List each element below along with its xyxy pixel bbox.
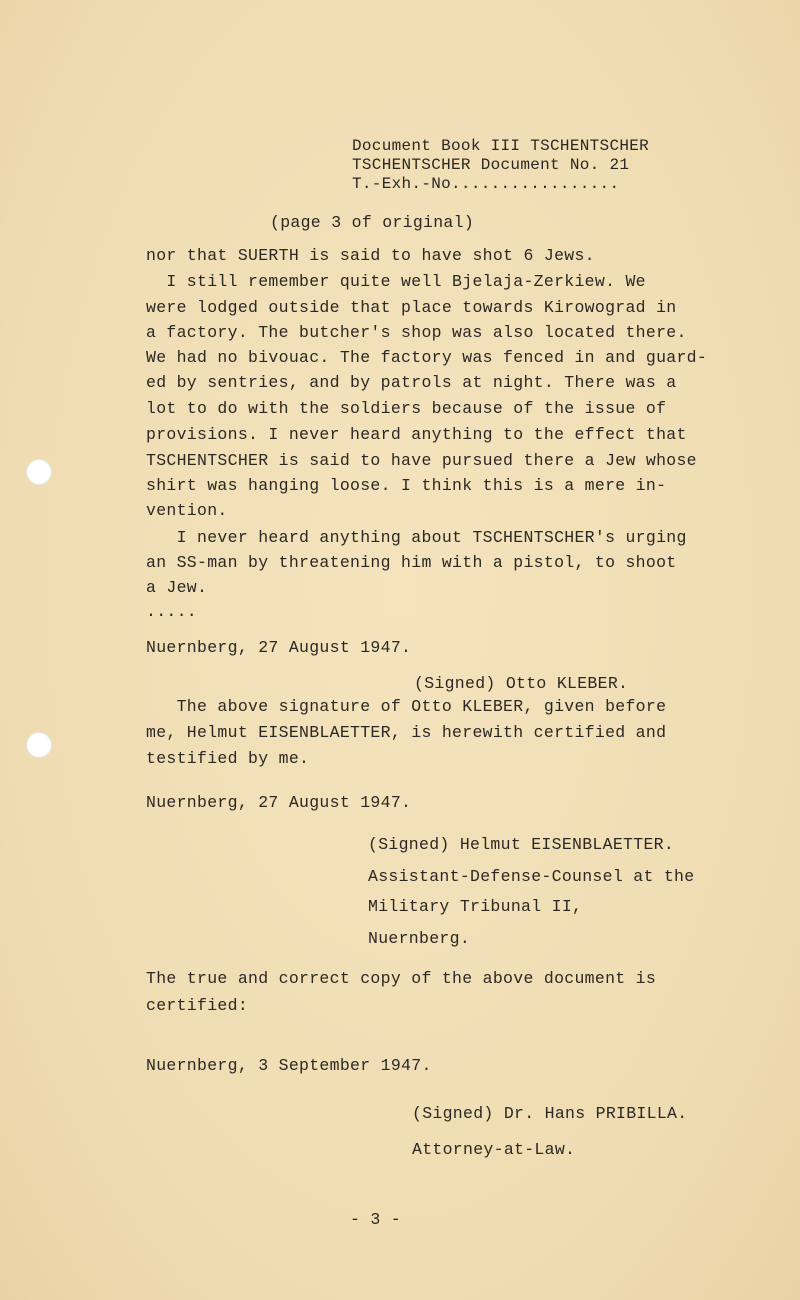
body-line: nor that SUERTH is said to have shot 6 Jews. bbox=[146, 246, 595, 265]
certification-line: testified by me. bbox=[146, 749, 310, 768]
body-line: vention. bbox=[146, 501, 228, 520]
signature-pribilla: (Signed) Dr. Hans PRIBILLA. bbox=[412, 1104, 688, 1123]
punch-hole bbox=[26, 459, 52, 485]
signer-title: Attorney-at-Law. bbox=[412, 1140, 576, 1159]
certification-line: The above signature of Otto KLEBER, given before bbox=[146, 697, 667, 716]
page-reference: (page 3 of original) bbox=[270, 213, 475, 232]
body-line: lot to do with the soldiers because of the issue of bbox=[146, 399, 667, 418]
date-line: Nuernberg, 27 August 1947. bbox=[146, 638, 412, 657]
body-line: TSCHENTSCHER is said to have pursued there a Jew whose bbox=[146, 451, 697, 470]
page-number: - 3 - bbox=[350, 1210, 402, 1229]
header-exhibit-number: T.-Exh.-No................. bbox=[352, 175, 620, 193]
copy-certification-line: certified: bbox=[146, 996, 249, 1015]
signer-title: Military Tribunal II, bbox=[368, 897, 583, 916]
date-line: Nuernberg, 27 August 1947. bbox=[146, 793, 412, 812]
body-line: provisions. I never heard anything to the effect that bbox=[146, 425, 687, 444]
date-line: Nuernberg, 3 September 1947. bbox=[146, 1056, 432, 1075]
signer-location: Nuernberg. bbox=[368, 929, 471, 948]
body-line: shirt was hanging loose. I think this is a mere in- bbox=[146, 476, 667, 495]
certification-line: me, Helmut EISENBLAETTER, is herewith certified and bbox=[146, 723, 667, 742]
punch-hole bbox=[26, 732, 52, 758]
body-line: an SS-man by threatening him with a pistol, to shoot bbox=[146, 553, 677, 572]
body-line: were lodged outside that place towards Kirowograd in bbox=[146, 298, 677, 317]
body-line: I still remember quite well Bjelaja-Zerkiew. We bbox=[146, 272, 646, 291]
ellipsis-line: ..... bbox=[146, 602, 198, 621]
header-book-line: Document Book III TSCHENTSCHER bbox=[352, 137, 650, 155]
body-line: We had no bivouac. The factory was fenced in and guard- bbox=[146, 348, 708, 367]
body-line: ed by sentries, and by patrols at night. There was a bbox=[146, 373, 677, 392]
body-line: a factory. The butcher's shop was also located there. bbox=[146, 323, 687, 342]
copy-certification-line: The true and correct copy of the above document is bbox=[146, 969, 657, 988]
signer-title: Assistant-Defense-Counsel at the bbox=[368, 867, 695, 886]
body-line: I never heard anything about TSCHENTSCHER's urging bbox=[146, 528, 687, 547]
signature-eisenblaetter: (Signed) Helmut EISENBLAETTER. bbox=[368, 835, 675, 854]
signature-kleber: (Signed) Otto KLEBER. bbox=[414, 674, 629, 693]
body-line: a Jew. bbox=[146, 578, 208, 597]
header-document-number: TSCHENTSCHER Document No. 21 bbox=[352, 156, 630, 174]
